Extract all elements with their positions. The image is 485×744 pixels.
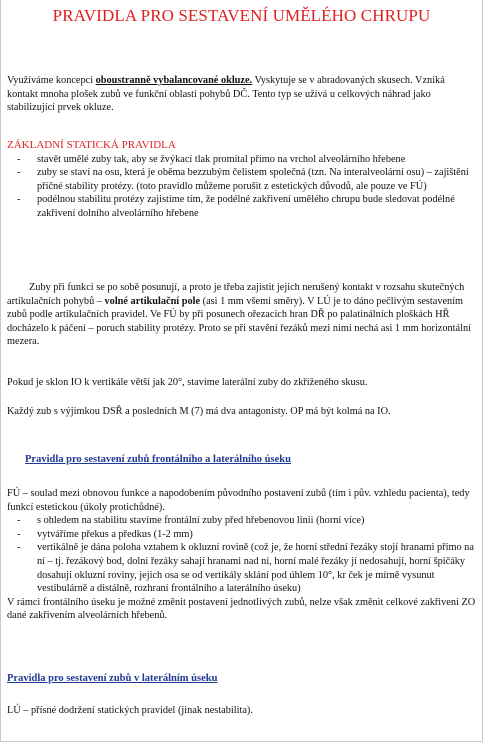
static-rules-section bbox=[7, 139, 476, 221]
intro-text-end: Vyskytuje se v abradovaných skusech. Vzniká kontakt mnoha plošek zubů ve funkční oblasti pohybů DČ. Tento typ se užívá u celkových náhrad jako stabilizující prvek okluze. bbox=[7, 75, 445, 114]
p1-text-end: (asi 1 mm všemi směry). V LÚ je to dáno pečlivým sestavením zubů podle artikulačních pravidel. Ve FÚ by při posunech ořezacích hran DŘ po palatinálních ploškách HŘ docházelo k páčení – poruch stability protézy. Proto se při stavění řezáků mezi nimi nechá asi 1 mm horizontální mezera. bbox=[7, 295, 471, 348]
static-rules-list bbox=[7, 153, 476, 221]
frontal-section-heading bbox=[25, 453, 476, 467]
list-item: - vertikálně je dána poloha vztahem k okluzní rovině (což je, že horní střední řezáky stojí hranami přímo na ní – tj. řezákový bod, dolní řezáky sahají hranami nad ní, horní malé řezáky jí nedosahují, horní špičáky dosahují okluzní roviny, jejich osa se od vertikály sklání pod úhlem 10°, kr ček je mírně vysunut vestibulárně a distálně, rozhraní frontálního a laterálního úseku) bbox=[37, 541, 476, 595]
lateral-section-heading bbox=[7, 672, 476, 686]
p1-text-start: Zuby při funkci se po sobě posunují, a proto je třeba zajistit jejich nerušený kontakt v rozsahu skutečných artikulačních pohybů – bbox=[7, 282, 465, 307]
frontal-section bbox=[7, 487, 476, 623]
paragraph-articulation bbox=[7, 281, 476, 349]
static-rules-heading: ZÁKLADNÍ STATICKÁ PRAVIDLA bbox=[7, 139, 176, 151]
list-item: - stavět umělé zuby tak, aby se žvýkací tlak promítal přímo na vrchol alveolárního hřebene bbox=[37, 153, 476, 167]
lateral-text: LÚ – přísné dodržení statických pravidel (jinak nestabilita). bbox=[7, 705, 253, 716]
paragraph-crossbite: Pokud je sklon IO k vertikále větší jak 20°, stavíme laterální zuby do zkříženého skusu. bbox=[7, 377, 368, 388]
frontal-heading-text: Pravidla pro sestavení zubů frontálního a laterálního úseku bbox=[25, 454, 291, 465]
frontal-rules-list bbox=[7, 514, 476, 596]
list-item: - s ohledem na stabilitu stavíme frontální zuby před hřebenovou linii (horní více) bbox=[37, 514, 476, 528]
page-title: PRAVIDLA PRO SESTAVENÍ UMĚLÉHO CHRUPU bbox=[52, 6, 431, 25]
paragraph-antagonists: Každý zub s výjimkou DSŘ a posledních M (7) má dva antagonisty. OP má být kolmá na IO. bbox=[7, 406, 391, 417]
intro-paragraph bbox=[7, 74, 476, 115]
intro-emphasis: oboustranně vybalancované okluze. bbox=[95, 75, 253, 86]
list-item: - zuby se staví na osu, která je oběma bezzubým čelistem společná (tzn. Na interalveolární osu) – zajištění příčné stability protézy. (toto pravidlo můžeme porušit z estetických důvodů, ale pouze ve FÚ) bbox=[37, 166, 476, 193]
list-item: - vytváříme překus a předkus (1-2 mm) bbox=[37, 528, 476, 542]
list-item: - podélnou stabilitu protézy zajistíme tím, že podélné zakřivení umělého chrupu bude sledovat podélné zakřivení dolního alveolárního hřebene bbox=[37, 193, 476, 220]
lateral-heading-text: Pravidla pro sestavení zubů v laterálním úseku bbox=[7, 673, 218, 684]
intro-text-start: Využíváme koncepci bbox=[7, 75, 96, 86]
p1-emphasis: volné artikulační pole bbox=[104, 295, 201, 307]
frontal-lead: FÚ – soulad mezi obnovou funkce a napodobením původního postavení zubů (tím i pův. vzhledu pacienta), tedy funkcí estetickou (úkoly protichůdné). bbox=[7, 488, 470, 513]
frontal-tail: V rámci frontálního úseku je možné změnit postavení jednotlivých zubů, nelze však změnit celkové zakřivení ZO dané zakřivením alveolárních hřebenů. bbox=[7, 596, 476, 622]
